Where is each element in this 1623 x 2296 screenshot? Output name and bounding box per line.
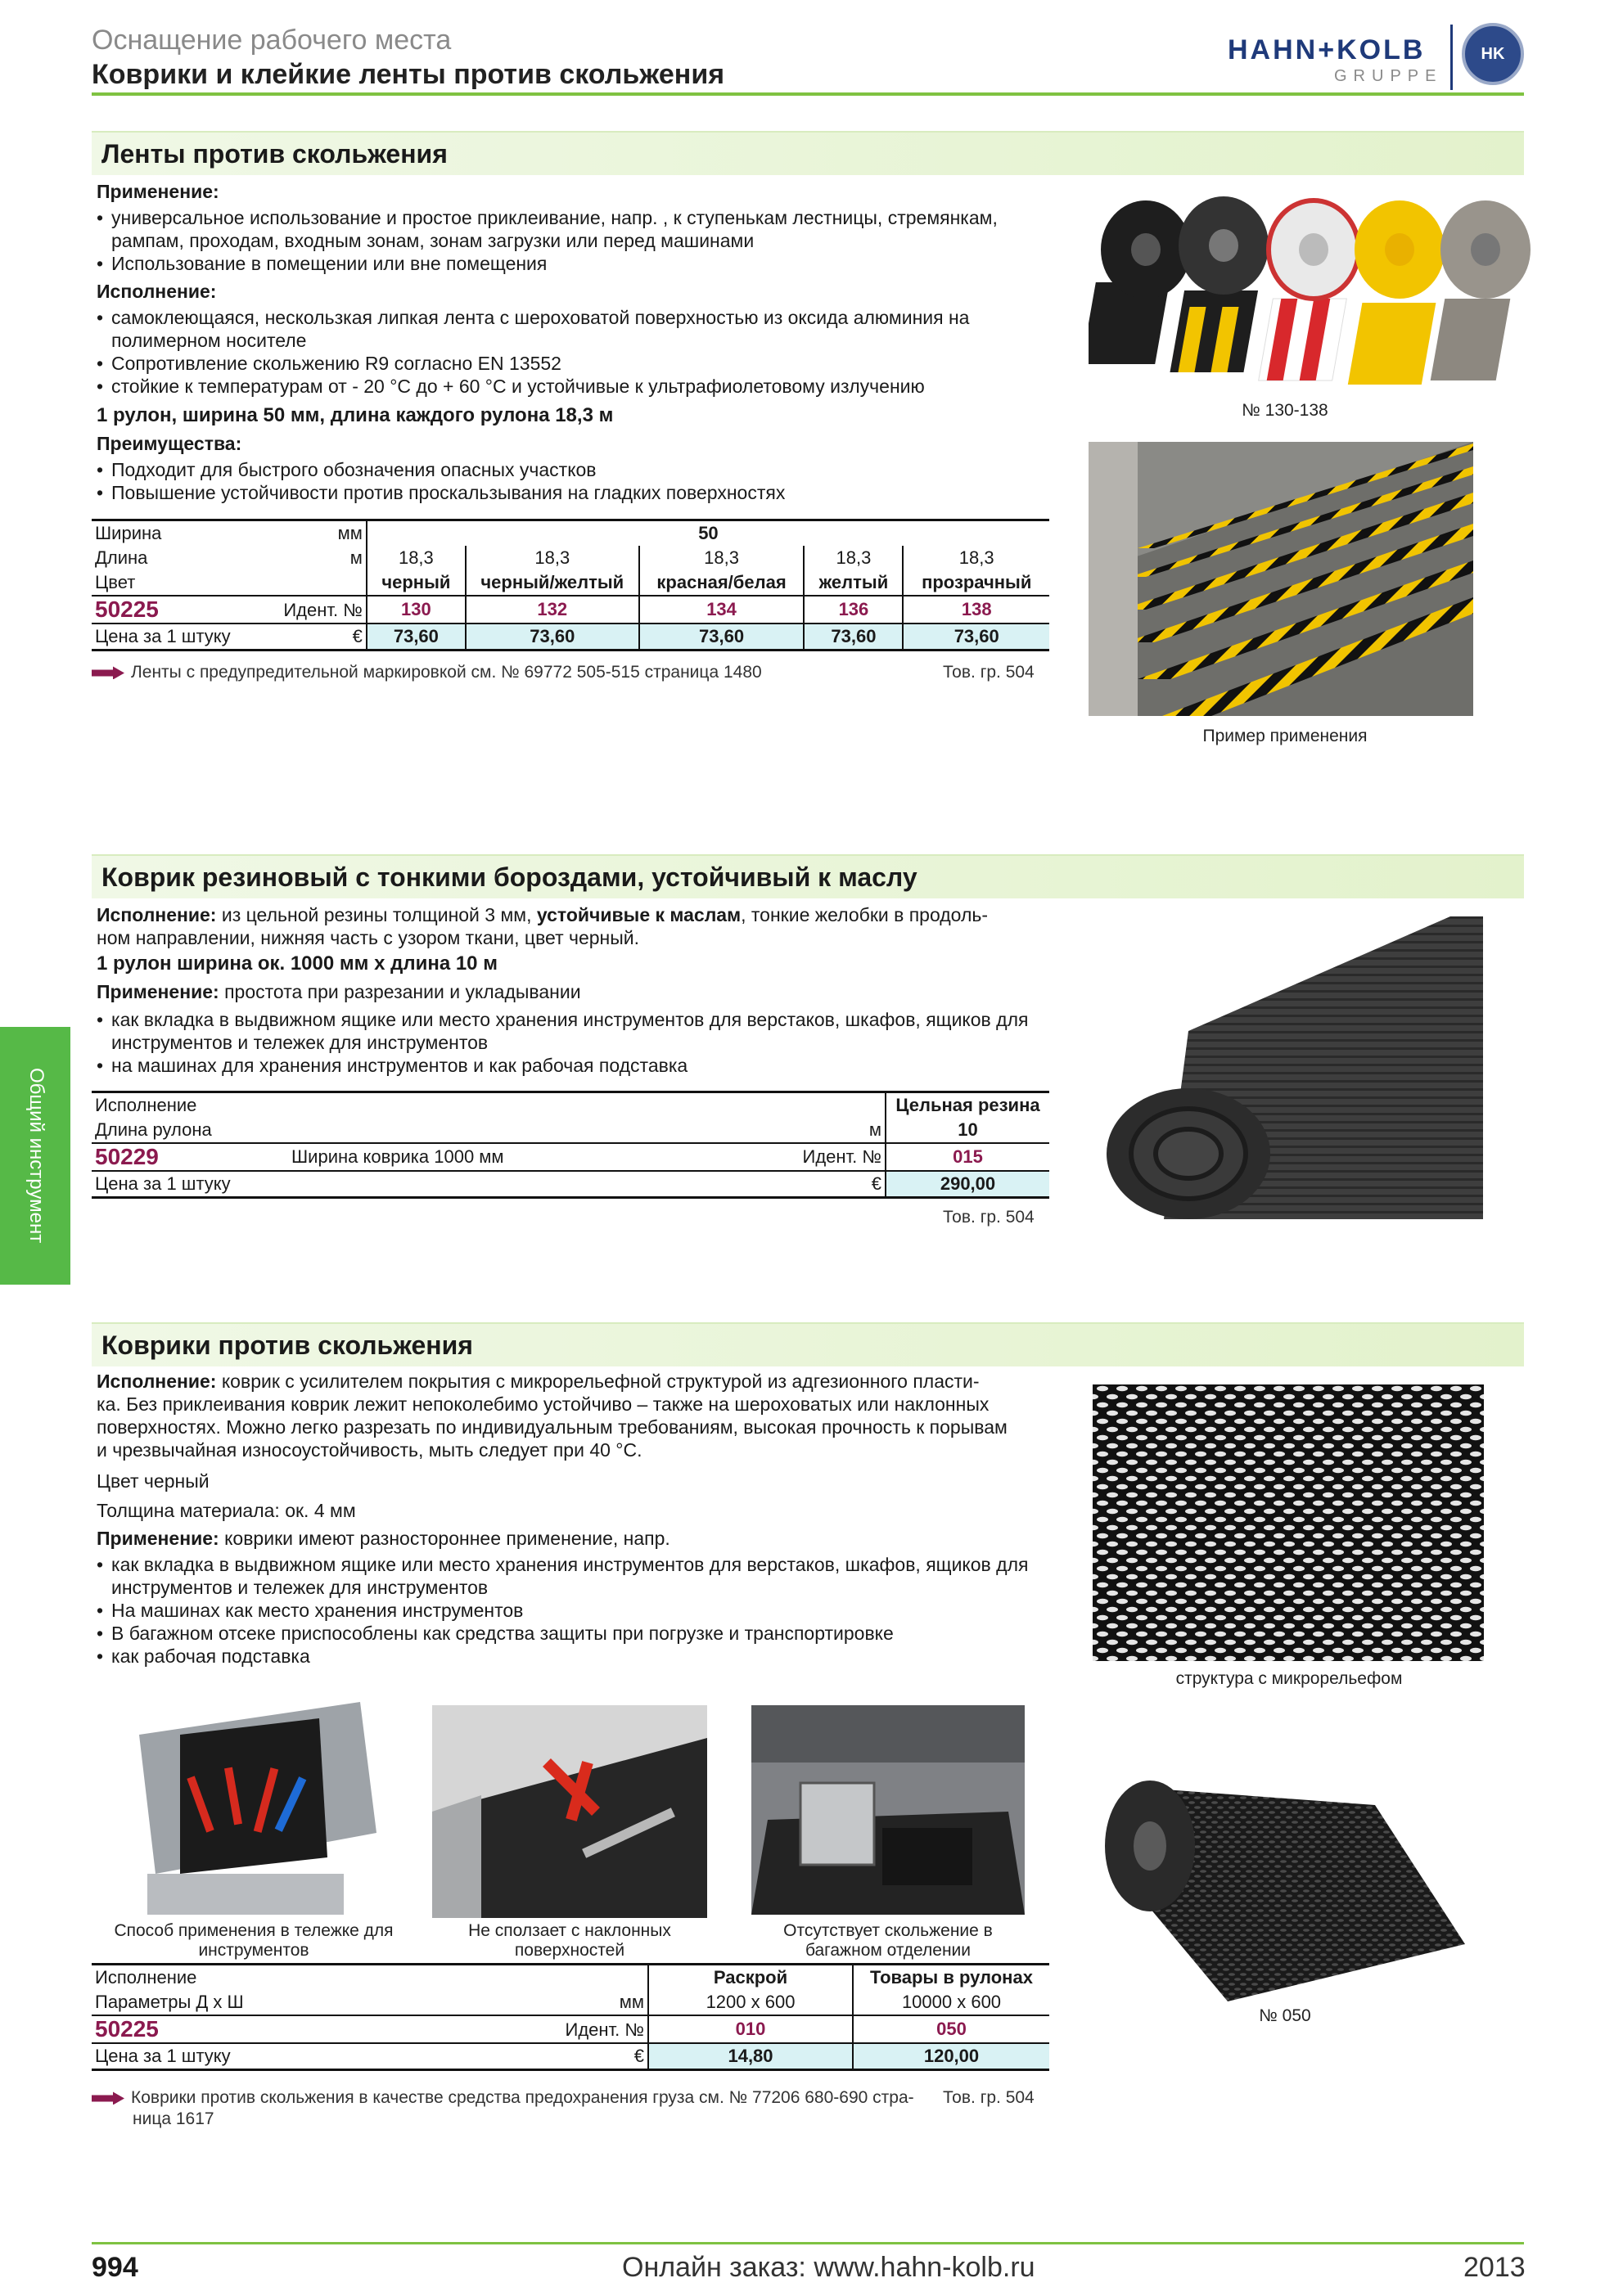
image-caption: № 050: [1259, 2006, 1311, 2025]
list-item: • как вкладка в выдвижном ящике или место хранения инструментов для верстаков, шкафов, ящиков для инструментов и тележек для инструментов: [97, 1008, 1046, 1054]
color-cell: желтый: [804, 570, 903, 596]
ident-link[interactable]: 136: [804, 596, 903, 624]
execution-text-line: поверхностях. Можно легко разрезать по индивидуальным требованиям, высокая прочность к порывам: [97, 1416, 1008, 1438]
dimensions-cell: 1200 x 600: [648, 1990, 853, 2015]
list-item: • Сопротивление скольжению R9 согласно EN 13552: [97, 352, 1046, 375]
length-cell: 18,3: [466, 546, 639, 570]
photo-caption: Способ применения в тележке для инструментов: [114, 1921, 394, 1960]
price-label: Цена за 1 штуку €: [95, 626, 363, 646]
thickness-text: Толщина материала: ок. 4 мм: [97, 1500, 356, 1521]
price-cell: 120,00: [853, 2043, 1049, 2070]
rubber-mat-roll-image: [1090, 916, 1483, 1219]
application-text: Применение: простота при разрезании и укладывании: [97, 981, 581, 1002]
section-header-antislip-mats: [92, 1322, 1524, 1366]
application-heading: Применение:: [97, 181, 219, 202]
width-value: 50: [367, 520, 1049, 547]
list-item: • Подходит для быстрого обозначения опасных участков: [97, 458, 1046, 481]
tapes-table: [92, 519, 1049, 651]
ident-link[interactable]: 132: [466, 596, 639, 624]
color-text: Цвет черный: [97, 1470, 210, 1492]
photo-caption: Отсутствует скольжение в багажном отделении: [783, 1921, 993, 1960]
product-group: Тов. гр. 504: [943, 663, 1035, 682]
ident-link[interactable]: 138: [903, 596, 1049, 624]
section-title: Ленты против скольжения: [101, 139, 448, 169]
execution-label: Исполнение: [95, 1967, 197, 1988]
brand-logo-icon: HK: [1462, 23, 1524, 85]
ident-link[interactable]: 130: [367, 596, 466, 624]
tape-rolls-image: [1089, 184, 1547, 393]
arrow-icon: [92, 2091, 124, 2105]
ident-link[interactable]: 050: [853, 2015, 1049, 2043]
list-item: • В багажном отсеке приспособлены как средства защиты при погрузке и транспортировке: [97, 1622, 1046, 1645]
color-cell: красная/белая: [639, 570, 805, 596]
advantages-list: [97, 458, 1046, 504]
dimensions-label: Параметры Д x Ш мм: [95, 1992, 644, 2012]
list-item: • на машинах для хранения инструментов и как рабочая подставка: [97, 1054, 1046, 1077]
side-category-tab[interactable]: [0, 1027, 70, 1285]
product-group: Тов. гр. 504: [943, 2088, 1035, 2107]
length-cell: 18,3: [804, 546, 903, 570]
cross-reference[interactable]: Коврики против скольжения в качестве средства предохранения груза см. № 77206 680-690 стра-: [92, 2088, 926, 2108]
image-caption: № 130-138: [1242, 401, 1328, 420]
execution-label: Исполнение: [95, 1095, 197, 1115]
price-cell: 73,60: [804, 624, 903, 651]
antislip-mats-table: [92, 1963, 1049, 2071]
roll-info: 1 рулон, ширина 50 мм, длина каждого рулона 18,3 м: [97, 404, 614, 426]
article-number: 50229: [95, 1144, 159, 1169]
product-group: Тов. гр. 504: [943, 1208, 1035, 1227]
price-cell: 73,60: [367, 624, 466, 651]
footer-rule: [92, 2242, 1524, 2244]
article-note: Ширина коврика 1000 мм Идент. №: [291, 1146, 881, 1167]
execution-text-line: ка. Без приклеивания коврик лежит непоколебимо устойчиво – также на шероховатых или наклонных: [97, 1393, 990, 1415]
color-cell: прозрачный: [903, 570, 1049, 596]
list-item: • как вкладка в выдвижном ящике или место хранения инструментов для верстаков, шкафов, ящиков для инструментов и тележек для инструментов: [97, 1553, 1046, 1599]
stairs-application-image: [1089, 442, 1473, 716]
image-caption: структура с микрорельефом: [1175, 1669, 1403, 1688]
list-item: • стойкие к температурам от - 20 °C до + 60 °C и устойчивые к ультрафиолетовому излучению: [97, 375, 1046, 398]
list-item: • На машинах как место хранения инструментов: [97, 1599, 1046, 1622]
color-cell: черный: [367, 570, 466, 596]
price-cell: 73,60: [639, 624, 805, 651]
image-caption: Пример применения: [1202, 727, 1368, 745]
ident-link[interactable]: 010: [648, 2015, 853, 2043]
dimensions-cell: 10000 x 600: [853, 1990, 1049, 2015]
section-header-tapes: [92, 131, 1524, 175]
column-head: Товары в рулонах: [853, 1965, 1049, 1991]
roll-length-label: Длина рулона м: [95, 1119, 881, 1140]
section-title: Коврик резиновый с тонкими бороздами, устойчивый к маслу: [101, 862, 917, 892]
micro-relief-texture-image: [1093, 1384, 1484, 1661]
online-order-link[interactable]: Онлайн заказ: www.hahn-kolb.ru: [622, 2252, 1035, 2283]
article-cell: 50225 Идент. №: [95, 2016, 644, 2042]
execution-list: [97, 306, 1046, 398]
tool-trolley-image: [131, 1686, 376, 1923]
section-header-rubber-mat: [92, 854, 1524, 898]
price-cell: 73,60: [466, 624, 639, 651]
header-category: Оснащение рабочего места: [92, 25, 452, 56]
logo-divider: [1450, 25, 1453, 90]
brand-logo-text: HAHN+KOLB: [1228, 34, 1426, 65]
roll-length-value: 10: [886, 1118, 1049, 1143]
price-cell: 73,60: [903, 624, 1049, 651]
list-item: • универсальное использование и простое приклеивание, напр. , к ступенькам лестницы, стремянкам, рампам, проходам, входным зонам, зонам загрузки или перед машинами: [97, 206, 1046, 252]
application-list: [97, 1008, 1046, 1077]
execution-text-line: и чрезвычайная износоустойчивость, мыть следует при 40 °C.: [97, 1439, 642, 1461]
page-title: Коврики и клейкие ленты против скольжения: [92, 59, 725, 90]
arrow-icon: [92, 666, 124, 679]
catalog-year: 2013: [1463, 2252, 1526, 2283]
rubber-mat-table: [92, 1091, 1049, 1199]
price-cell: 290,00: [886, 1171, 1049, 1198]
advantages-heading: Преимущества:: [97, 433, 242, 454]
brand-logo-sub: GRUPPE: [1334, 67, 1443, 85]
length-label: Длина м: [95, 547, 363, 568]
car-trunk-image: [751, 1705, 1025, 1915]
list-item: • как рабочая подставка: [97, 1645, 1046, 1668]
execution-value: Цельная резина: [886, 1092, 1049, 1119]
length-cell: 18,3: [903, 546, 1049, 570]
photo-caption: Не сползает с наклонных поверхностей: [468, 1921, 671, 1960]
width-label: Ширина мм: [95, 523, 363, 543]
length-cell: 18,3: [639, 546, 805, 570]
ident-link[interactable]: 134: [639, 596, 805, 624]
article-cell: 50225 Идент. №: [95, 597, 363, 622]
application-text: Применение: коврики имеют разностороннее применение, напр.: [97, 1528, 670, 1549]
price-label: Цена за 1 штуку €: [95, 2046, 644, 2066]
application-list: [97, 1553, 1046, 1668]
color-cell: черный/желтый: [466, 570, 639, 596]
execution-text-line2: ном направлении, нижняя часть с узором ткани, цвет черный.: [97, 927, 640, 948]
list-item: • самоклеющаяся, нескользкая липкая лента с шероховатой поверхностью из оксида алюминия на полимерном носителе: [97, 306, 1046, 352]
cross-reference[interactable]: Ленты с предупредительной маркировкой см. № 69772 505-515 страница 1480: [92, 663, 762, 682]
cross-reference-line2[interactable]: ница 1617: [133, 2109, 214, 2128]
section-title: Коврики против скольжения: [101, 1330, 473, 1360]
header-rule: [92, 92, 1524, 96]
price-cell: 14,80: [648, 2043, 853, 2070]
roll-info: 1 рулон ширина ок. 1000 мм x длина 10 м: [97, 952, 498, 975]
antislip-roll-image: [1089, 1756, 1473, 2001]
list-item: • Использование в помещении или вне помещения: [97, 252, 1046, 275]
column-head: Раскрой: [648, 1965, 853, 1991]
length-cell: 18,3: [367, 546, 466, 570]
price-label: Цена за 1 штуку €: [95, 1173, 881, 1194]
page-number: 994: [92, 2252, 138, 2283]
execution-heading: Исполнение:: [97, 281, 217, 302]
slope-surface-image: [432, 1705, 707, 1918]
color-label: Цвет: [95, 572, 136, 592]
execution-text: Исполнение: коврик с усилителем покрытия с микрорельефной структурой из адгезионного пласти-: [97, 1371, 980, 1392]
list-item: • Повышение устойчивости против проскальзывания на гладких поверхностях: [97, 481, 1046, 504]
application-list: [97, 206, 1046, 275]
ident-link[interactable]: 015: [886, 1143, 1049, 1171]
execution-text: Исполнение: из цельной резины толщиной 3 мм, устойчивые к маслам, тонкие желобки в продоль-: [97, 904, 989, 925]
side-tab-label: Общий инструмент: [25, 1068, 47, 1244]
